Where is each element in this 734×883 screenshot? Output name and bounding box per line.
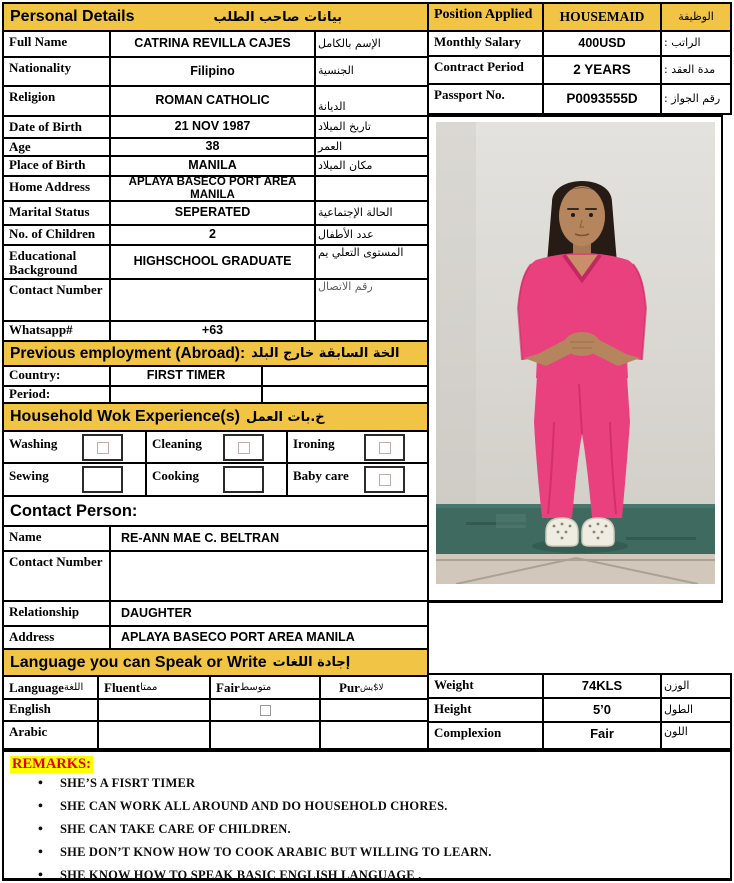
field-row-monthly-salary bbox=[429, 30, 730, 55]
sewing-checkbox[interactable] bbox=[82, 466, 123, 493]
experience-cleaning bbox=[145, 432, 286, 463]
field-label: Contract Period bbox=[434, 59, 524, 74]
field-label-arabic: عدد الأطفال bbox=[314, 226, 427, 244]
field-row-contact-number bbox=[4, 278, 427, 320]
field-label-arabic: الجنسية bbox=[314, 58, 427, 85]
field-value: Fair bbox=[542, 723, 660, 748]
previous-employment-title: Previous employment (Abroad): bbox=[10, 344, 246, 362]
field-label: Address bbox=[9, 629, 55, 644]
personal-details-title-arabic: بيانات صاحب الطلب bbox=[213, 9, 343, 25]
field-value: CATRINA REVILLA CAJES bbox=[109, 32, 314, 56]
remark-item: • SHE CAN WORK ALL AROUND AND DO HOUSEHOLD CHORES. bbox=[60, 799, 724, 815]
field-label: No. of Children bbox=[9, 226, 96, 241]
field-row-relationship bbox=[4, 600, 427, 625]
language-row-english bbox=[4, 698, 427, 720]
col-header-en: Fluent bbox=[104, 679, 141, 695]
field-row-passport bbox=[429, 83, 730, 113]
field-label-arabic: اللون bbox=[660, 723, 730, 748]
previous-employment-title-arabic: الخة السابقة خارج البلد bbox=[251, 346, 400, 361]
field-value: 38 bbox=[109, 139, 314, 155]
applicant-photo bbox=[436, 122, 715, 584]
field-label: Relationship bbox=[9, 604, 80, 619]
field-label-arabic: الحالة الإجتماعية bbox=[314, 202, 427, 224]
checkbox-mark bbox=[238, 442, 250, 454]
field-value: HIGHSCHOOL GRADUATE bbox=[109, 246, 314, 278]
field-label: Contact Number bbox=[9, 554, 103, 569]
cleaning-checkbox[interactable] bbox=[223, 434, 264, 461]
remarks-list bbox=[10, 776, 724, 883]
experience-label: Sewing bbox=[9, 468, 49, 483]
fair-cell bbox=[209, 700, 319, 720]
field-label: Date of Birth bbox=[9, 119, 82, 134]
field-row-country bbox=[4, 365, 427, 385]
col-header-en: Language bbox=[9, 679, 64, 695]
field-label: Marital Status bbox=[9, 204, 90, 219]
personal-details-header bbox=[4, 4, 427, 30]
field-value: DAUGHTER bbox=[109, 602, 427, 625]
field-value bbox=[109, 280, 314, 320]
field-row-children bbox=[4, 224, 427, 244]
language-title: Language you can Speak or Write bbox=[10, 653, 267, 671]
field-label: Place of Birth bbox=[9, 157, 86, 172]
remarks-section bbox=[2, 750, 732, 881]
left-shoe bbox=[546, 518, 578, 546]
field-value: APLAYA BASECO PORT AREA MANILA bbox=[109, 627, 427, 648]
field-value bbox=[109, 387, 261, 402]
fair-col-header bbox=[209, 677, 319, 698]
field-row-place-of-birth bbox=[4, 155, 427, 175]
babycare-checkbox[interactable] bbox=[364, 466, 405, 493]
cooking-checkbox[interactable] bbox=[223, 466, 264, 493]
washing-checkbox[interactable] bbox=[82, 434, 123, 461]
field-row-height bbox=[429, 697, 730, 721]
field-label: Height bbox=[434, 701, 472, 716]
field-label-arabic: المستوى التعلي يم bbox=[314, 246, 427, 278]
field-label: Position Applied bbox=[434, 7, 533, 22]
field-row-nationality bbox=[4, 56, 427, 85]
col-header-en: Fair bbox=[216, 679, 240, 695]
field-label-arabic: مكان الميلاد bbox=[314, 157, 427, 175]
field-row-contact-address bbox=[4, 625, 427, 648]
household-experience-title: Household Wok Experience(s) bbox=[10, 408, 240, 425]
fluent-cell bbox=[97, 700, 209, 720]
field-row-contract-period bbox=[429, 55, 730, 83]
field-row-home-address bbox=[4, 175, 427, 200]
personal-details-title: Personal Details bbox=[10, 8, 135, 25]
field-row-religion bbox=[4, 85, 427, 115]
fluent-cell bbox=[97, 722, 209, 748]
field-label: Home Address bbox=[9, 179, 91, 194]
right-shoe bbox=[582, 518, 614, 546]
field-row-complexion bbox=[429, 721, 730, 748]
field-label: Educational Background bbox=[9, 248, 78, 278]
field-label-arabic bbox=[314, 322, 427, 340]
previous-employment-header bbox=[4, 340, 427, 365]
field-label-arabic: رقم الجواز : bbox=[660, 85, 730, 113]
field-row-period bbox=[4, 385, 427, 402]
checkbox-mark bbox=[379, 474, 391, 486]
field-label-arabic: مدة العقد : bbox=[660, 57, 730, 83]
left-column bbox=[2, 2, 429, 750]
household-grid-row bbox=[4, 462, 427, 495]
checkbox-mark bbox=[97, 442, 109, 454]
field-value: 21 NOV 1987 bbox=[109, 117, 314, 137]
field-row-education bbox=[4, 244, 427, 278]
field-label-arabic: الوزن bbox=[660, 675, 730, 697]
remarks-title: REMARKS: bbox=[12, 756, 91, 772]
field-value bbox=[109, 552, 427, 600]
field-row-whatsapp bbox=[4, 320, 427, 340]
experience-cooking bbox=[145, 464, 286, 495]
household-experience-title-arabic: خ.بات العمل bbox=[245, 409, 325, 425]
empty-cell bbox=[261, 387, 427, 402]
poor-cell bbox=[319, 722, 427, 748]
experience-washing bbox=[4, 432, 145, 463]
english-fair-checkbox[interactable] bbox=[260, 705, 271, 716]
fluent-col-header bbox=[97, 677, 209, 698]
field-label: Whatsapp# bbox=[9, 322, 73, 337]
field-value: P0093555D bbox=[542, 85, 660, 113]
col-header-en: Pur bbox=[339, 679, 360, 695]
field-value: 2 bbox=[109, 226, 314, 244]
field-row-marital-status bbox=[4, 200, 427, 224]
experience-label: Cooking bbox=[152, 468, 199, 483]
language-row-arabic bbox=[4, 720, 427, 748]
field-label: Monthly Salary bbox=[434, 34, 522, 49]
field-row-contact-person-number bbox=[4, 550, 427, 600]
experience-babycare bbox=[286, 464, 427, 495]
photo-frame bbox=[427, 115, 723, 603]
field-label-arabic bbox=[314, 177, 427, 200]
experience-label: Ironing bbox=[293, 436, 335, 451]
ironing-checkbox[interactable] bbox=[364, 434, 405, 461]
field-value: 74KLS bbox=[542, 675, 660, 697]
physical-table bbox=[427, 673, 732, 750]
experience-ironing bbox=[286, 432, 427, 463]
language-name: English bbox=[9, 701, 51, 716]
field-row-weight bbox=[429, 675, 730, 697]
field-label-arabic: الإسم بالكامل bbox=[314, 32, 427, 56]
field-value: Filipino bbox=[109, 58, 314, 85]
field-value: ROMAN CATHOLIC bbox=[109, 87, 314, 115]
field-value: RE-ANN MAE C. BELTRAN bbox=[109, 527, 427, 550]
field-label: Full Name bbox=[9, 34, 68, 49]
col-header-ar: متوسط bbox=[239, 682, 272, 693]
position-table bbox=[427, 2, 732, 115]
field-label-arabic: الراتب : bbox=[660, 32, 730, 55]
experience-label: Washing bbox=[9, 436, 58, 451]
remark-item: • SHE KNOW HOW TO SPEAK BASIC ENGLISH LANGUAGE . bbox=[60, 868, 724, 883]
field-row-age bbox=[4, 137, 427, 155]
poor-cell bbox=[319, 700, 427, 720]
contact-person-header bbox=[4, 495, 427, 525]
language-col-header bbox=[4, 677, 97, 698]
field-label-arabic: تاريخ الميلاد bbox=[314, 117, 427, 137]
field-value: 400USD bbox=[542, 32, 660, 55]
checkbox-mark bbox=[379, 442, 391, 454]
col-header-ar: ممتا bbox=[140, 682, 158, 693]
field-label-arabic: الديانة bbox=[314, 87, 427, 115]
field-value: SEPERATED bbox=[109, 202, 314, 224]
field-label-arabic: الطول bbox=[660, 699, 730, 721]
field-value: 2 YEARS bbox=[542, 57, 660, 83]
col-header-ar: لا$يش bbox=[359, 682, 384, 693]
field-label: Country: bbox=[9, 367, 61, 382]
field-label: Name bbox=[9, 529, 42, 544]
field-row-position-applied bbox=[429, 4, 730, 30]
field-row-date-of-birth bbox=[4, 115, 427, 137]
field-value: 5’0 bbox=[542, 699, 660, 721]
field-label: Weight bbox=[434, 677, 474, 692]
fair-cell bbox=[209, 722, 319, 748]
field-row-contact-name bbox=[4, 525, 427, 550]
field-label: Age bbox=[9, 139, 31, 154]
field-label-arabic: رقم الاتصال bbox=[314, 280, 427, 320]
field-label: Nationality bbox=[9, 60, 72, 75]
remark-item: • SHE CAN TAKE CARE OF CHILDREN. bbox=[60, 822, 724, 838]
field-value: APLAYA BASECO PORT AREA MANILA bbox=[109, 177, 314, 200]
field-value: +63 bbox=[109, 322, 314, 340]
field-label: Complexion bbox=[434, 725, 502, 740]
poor-col-header bbox=[319, 677, 427, 698]
contact-person-title: Contact Person: bbox=[10, 501, 138, 520]
empty-cell bbox=[261, 367, 427, 385]
field-label-arabic: الوظيفة bbox=[660, 4, 730, 30]
field-label-arabic: العمر bbox=[314, 139, 427, 155]
household-experience-header bbox=[4, 402, 427, 430]
field-label: Contact Number bbox=[9, 282, 103, 297]
experience-label: Baby care bbox=[293, 468, 349, 483]
field-label: Period: bbox=[9, 387, 51, 401]
experience-sewing bbox=[4, 464, 145, 495]
experience-label: Cleaning bbox=[152, 436, 202, 451]
language-table-header bbox=[4, 675, 427, 698]
language-title-arabic: إجادة اللغات bbox=[272, 655, 351, 670]
language-header bbox=[4, 648, 427, 675]
language-name: Arabic bbox=[9, 724, 48, 739]
field-label: Religion bbox=[9, 89, 56, 104]
household-grid-row bbox=[4, 430, 427, 462]
col-header-ar: اللغة bbox=[63, 682, 84, 693]
field-value: FIRST TIMER bbox=[109, 367, 261, 385]
field-value: HOUSEMAID bbox=[542, 4, 660, 30]
field-value: MANILA bbox=[109, 157, 314, 175]
field-row-full-name bbox=[4, 30, 427, 56]
field-label: Passport No. bbox=[434, 87, 505, 102]
remark-item: • SHE’S A FISRT TIMER bbox=[60, 776, 724, 792]
remark-item: • SHE DON’T KNOW HOW TO COOK ARABIC BUT WILLING TO LEARN. bbox=[60, 845, 724, 861]
